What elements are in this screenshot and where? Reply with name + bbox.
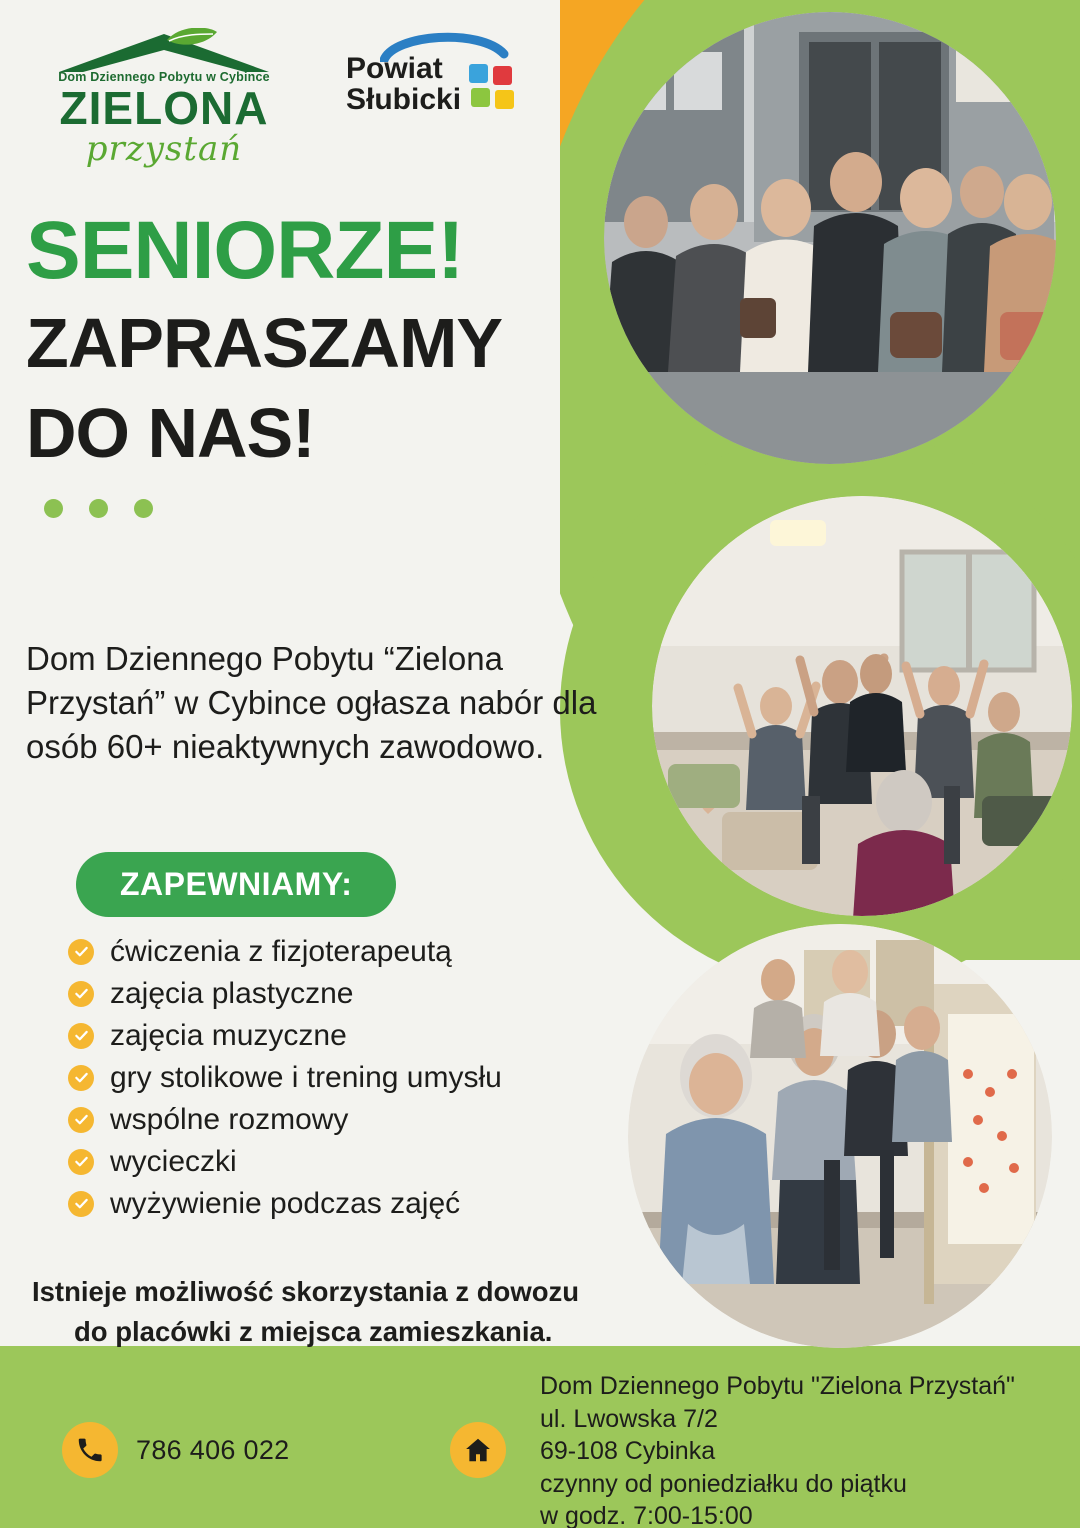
list-item: [68, 935, 628, 968]
zapewniamy-label: ZAPEWNIAMY:: [120, 866, 353, 902]
address-home-icon-wrap: [450, 1422, 506, 1478]
intro-paragraph: Dom Dziennego Pobytu “Zielona Przystań” w Cybince ogłasza nabór dla osób 60+ nieaktywnych zawodowo.: [26, 640, 597, 765]
address-line-4: czynny od poniedziałku do piątku: [540, 1469, 907, 1498]
list-item: [68, 1187, 628, 1220]
dot-divider: [26, 499, 502, 518]
transport-note-line1: Istnieje możliwość skorzystania z dowozu: [32, 1276, 580, 1307]
powiat-text: [346, 54, 461, 115]
address-line-3: 69-108 Cybinka: [540, 1437, 716, 1465]
list-item: [68, 1061, 628, 1094]
list-item-label: zajęcia muzyczne: [110, 1019, 347, 1052]
headline-line3: DO NAS!: [26, 394, 315, 473]
address-line-1: Dom Dziennego Pobytu "Zielona Przystań": [540, 1372, 1015, 1400]
list-item-label: gry stolikowe i trening umysłu: [110, 1061, 502, 1094]
roof-leaf-icon: [49, 28, 279, 74]
logo-zielona-przystan: [28, 28, 300, 169]
list-item: [68, 1145, 628, 1178]
address-line-2: ul. Lwowska 7/2: [540, 1404, 718, 1433]
list-item: [68, 1103, 628, 1136]
zapewniamy-pill: [76, 852, 396, 917]
logo-row: [28, 28, 515, 169]
address-line-5: w godz. 7:00-15:00: [540, 1502, 753, 1528]
logo-subtitle: Dom Dziennego Pobytu w Cybince: [58, 70, 270, 84]
headline-line1: SENIORZE!: [26, 205, 464, 296]
phone-number: 786 406 022: [136, 1434, 290, 1465]
list-item: [68, 1019, 628, 1052]
check-icon: [68, 981, 94, 1007]
check-icon: [68, 1023, 94, 1049]
check-icon: [68, 939, 94, 965]
list-item-label: wycieczki: [110, 1145, 237, 1178]
check-icon: [68, 1107, 94, 1133]
phone-icon: [62, 1422, 118, 1478]
logo-powiat-slubicki: [346, 54, 515, 115]
transport-note: [32, 1272, 712, 1352]
photo-group-outside-entrance: [604, 12, 1056, 464]
photo-exercise-session: [652, 496, 1072, 916]
home-icon: [450, 1422, 506, 1478]
powiat-line2: Słubicki: [346, 82, 462, 116]
headline-line2: ZAPRASZAMY: [26, 304, 503, 382]
list-item-label: ćwiczenia z fizjoterapeutą: [110, 935, 452, 968]
transport-note-line2: do placówki z miejsca zamieszkania.: [74, 1315, 553, 1347]
list-item-label: wyżywienie podczas zajęć: [110, 1187, 461, 1220]
headline-block: [26, 205, 503, 518]
logo-main-text: ZIELONA: [59, 82, 269, 134]
address-block: [540, 1370, 1015, 1528]
list-item-label: wspólne rozmowy: [110, 1103, 349, 1136]
contact-phone[interactable]: [62, 1422, 289, 1478]
check-icon: [68, 1149, 94, 1175]
arc-icon: [380, 32, 510, 62]
check-icon: [68, 1065, 94, 1091]
powiat-line1: Powiat: [346, 52, 443, 85]
footer-contact-band: [0, 1346, 1080, 1528]
list-item: [68, 977, 628, 1010]
check-icon: [68, 1191, 94, 1217]
benefits-list: [68, 935, 628, 1229]
logo-script-text: przystań: [85, 129, 243, 169]
list-item-label: zajęcia plastyczne: [110, 977, 354, 1010]
powiat-squares-icon: [469, 64, 515, 110]
